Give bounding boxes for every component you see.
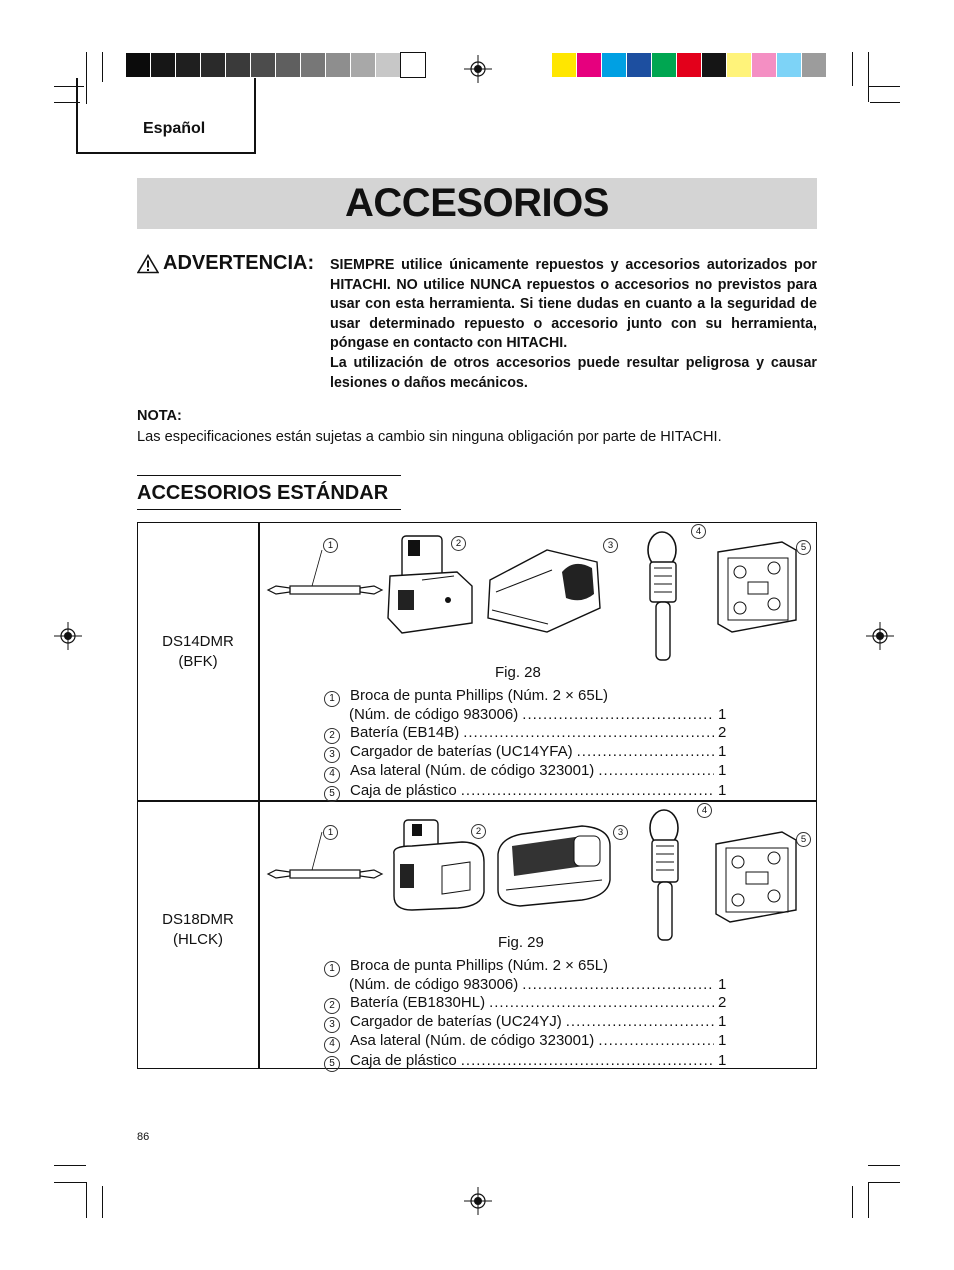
item-description: (Núm. de código 983006) (349, 976, 519, 994)
crop-mark (852, 1186, 853, 1218)
color-swatch (552, 53, 576, 77)
dot-leader (522, 706, 714, 724)
battery-charger-icon (488, 550, 600, 632)
color-swatch (376, 53, 400, 77)
registration-mark-icon (54, 622, 82, 650)
dot-leader (577, 743, 714, 761)
dot-leader (598, 762, 714, 780)
crop-mark (102, 1186, 103, 1218)
accessory-item (324, 743, 726, 762)
language-tab (76, 78, 256, 154)
color-swatch (351, 53, 375, 77)
plastic-case-icon (716, 832, 796, 922)
page-number: 86 (137, 1131, 150, 1143)
dot-leader (598, 1032, 714, 1050)
item-quantity: 1 (718, 1032, 727, 1050)
phillips-bit-icon (268, 832, 382, 878)
item-description: Caja de plástico (350, 781, 457, 799)
callout-number: 3 (613, 825, 628, 840)
figure-caption: Fig. 28 (495, 664, 541, 681)
callout-number: 1 (323, 825, 338, 840)
section-title: ACCESORIOS ESTÁNDAR (137, 475, 401, 510)
item-quantity: 1 (718, 706, 727, 724)
page-title: ACCESORIOS (345, 181, 609, 225)
warning-paragraph: SIEMPRE utilice únicamente repuestos y accesorios autorizados por HITACHI. NO utilice NUNCA repuestos o accesorios no previstos para usar con esta herramienta. Si tiene dudas en cuanto a la seguridad de usar determinado repuesto o accesorio junto con su herramienta, póngase en contacto con HITACHI. (330, 257, 817, 352)
color-swatch (627, 53, 651, 77)
item-description: Asa lateral (Núm. de código 323001) (350, 1032, 595, 1050)
warning-label: ADVERTENCIA: (163, 252, 315, 274)
item-number: 4 (324, 1037, 340, 1053)
model-name: DS14DMR (162, 633, 234, 650)
color-swatch (677, 53, 701, 77)
accessory-item (324, 724, 726, 743)
item-number: 2 (324, 998, 340, 1014)
item-description: Broca de punta Phillips (Núm. 2 × 65L) (350, 957, 609, 974)
color-swatch (802, 53, 826, 77)
color-swatch (602, 53, 626, 77)
callout-number: 1 (323, 538, 338, 553)
crop-mark (868, 1182, 869, 1218)
item-quantity: 1 (718, 743, 727, 761)
color-swatch (401, 53, 425, 77)
item-number: 2 (324, 728, 340, 744)
item-number: 1 (324, 961, 340, 977)
language-label: Español (143, 120, 206, 137)
accessory-item (324, 1032, 726, 1051)
model-name: DS18DMR (162, 911, 234, 928)
accessory-item (324, 957, 726, 976)
fig29-illustration (262, 806, 814, 946)
figure-caption: Fig. 29 (498, 934, 544, 951)
accessory-item (324, 976, 726, 994)
side-handle-icon (650, 810, 678, 940)
note-text: Las especificaciones están sujetas a cambio sin ninguna obligación por parte de HITACHI. (137, 429, 722, 445)
item-quantity: 1 (718, 1051, 727, 1069)
dot-leader (566, 1013, 714, 1031)
registration-mark-icon (464, 55, 492, 83)
item-description: Batería (EB1830HL) (350, 994, 486, 1012)
warning-triangle-icon (137, 254, 159, 274)
battery-charger-icon (498, 826, 610, 906)
warning-text (330, 256, 817, 393)
item-quantity: 1 (718, 781, 727, 799)
color-swatch (777, 53, 801, 77)
item-quantity: 1 (718, 1013, 727, 1031)
color-swatch (226, 53, 250, 77)
item-description: Broca de punta Phillips (Núm. 2 × 65L) (350, 687, 609, 704)
item-quantity: 2 (718, 724, 727, 742)
accessory-list (324, 687, 726, 801)
item-description: Caja de plástico (350, 1051, 457, 1069)
color-swatch (176, 53, 200, 77)
dot-leader (461, 1052, 714, 1070)
color-swatch (727, 53, 751, 77)
item-description: Cargador de baterías (UC14YFA) (350, 743, 573, 761)
item-quantity: 1 (718, 976, 727, 994)
crop-mark (868, 52, 869, 102)
color-swatch (652, 53, 676, 77)
model-variant: (HLCK) (172, 931, 223, 948)
item-quantity: 2 (718, 994, 727, 1012)
item-description: Asa lateral (Núm. de código 323001) (350, 762, 595, 780)
item-number: 1 (324, 691, 340, 707)
color-swatch (577, 53, 601, 77)
accessory-item (324, 1013, 726, 1032)
model-cell-ds18dmr (138, 910, 258, 950)
table-column-divider (258, 522, 260, 1069)
registration-mark-icon (866, 622, 894, 650)
color-swatch (326, 53, 350, 77)
accessory-item (324, 706, 726, 724)
callout-number: 2 (451, 536, 466, 551)
color-swatch (702, 53, 726, 77)
item-description: Batería (EB14B) (350, 724, 460, 742)
color-swatch (752, 53, 776, 77)
color-swatch (251, 53, 275, 77)
color-swatch (276, 53, 300, 77)
color-swatch (151, 53, 175, 77)
item-number: 5 (324, 786, 340, 802)
crop-mark (54, 1182, 86, 1183)
dot-leader (522, 976, 714, 994)
item-description: (Núm. de código 983006) (349, 706, 519, 724)
callout-number: 3 (603, 538, 618, 553)
color-swatch (301, 53, 325, 77)
item-number: 5 (324, 1056, 340, 1072)
crop-mark (868, 86, 900, 87)
crop-mark (870, 102, 900, 103)
side-handle-icon (648, 532, 676, 660)
fig28-illustration (262, 528, 814, 668)
crop-mark (54, 1165, 86, 1166)
warning-heading (137, 252, 314, 275)
crop-mark (852, 52, 853, 86)
note-label: NOTA: (137, 408, 182, 424)
dot-leader (489, 994, 714, 1012)
accessory-item (324, 687, 726, 706)
crop-mark (86, 1182, 87, 1218)
item-quantity: 1 (718, 762, 727, 780)
accessory-item (324, 994, 726, 1013)
callout-number: 5 (796, 540, 811, 555)
warning-paragraph: La utilización de otros accesorios puede resultar peligrosa y causar lesiones o daños mecánicos. (330, 354, 817, 391)
item-number: 3 (324, 747, 340, 763)
accessory-list (324, 957, 726, 1071)
accessory-item (324, 762, 726, 781)
accessory-item (324, 1052, 726, 1071)
dot-leader (463, 724, 714, 742)
crop-mark (868, 1165, 900, 1166)
model-variant: (BFK) (178, 653, 218, 670)
model-cell-ds14dmr (138, 632, 258, 672)
item-description: Cargador de baterías (UC24YJ) (350, 1013, 562, 1031)
color-swatch (201, 53, 225, 77)
callout-number: 5 (796, 832, 811, 847)
registration-mark-icon (464, 1187, 492, 1215)
dot-leader (461, 782, 714, 800)
crop-mark (868, 1182, 900, 1183)
plastic-case-icon (718, 542, 796, 632)
phillips-bit-icon (268, 550, 382, 594)
item-number: 3 (324, 1017, 340, 1033)
callout-number: 4 (697, 803, 712, 818)
color-swatch (126, 53, 150, 77)
callout-number: 4 (691, 524, 706, 539)
callout-number: 2 (471, 824, 486, 839)
accessory-item (324, 782, 726, 801)
item-number: 4 (324, 767, 340, 783)
